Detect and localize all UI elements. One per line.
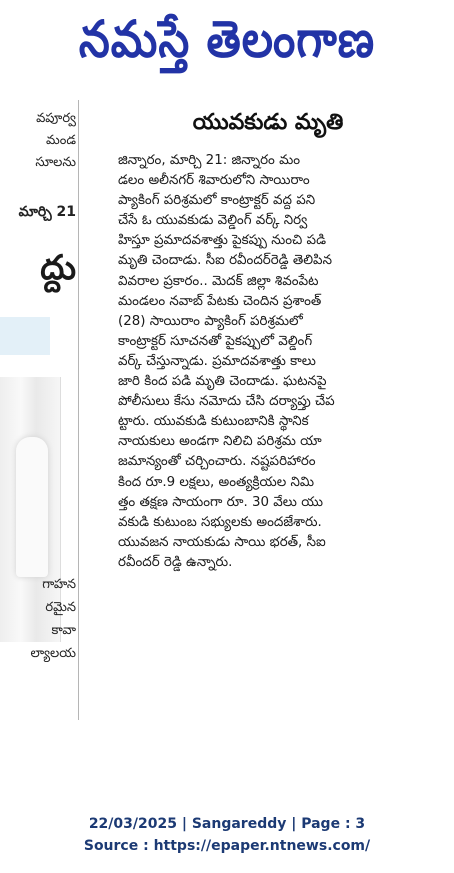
column-fragment: మండ — [46, 133, 76, 148]
article-line: కింద రూ.9 లక్షలు, అంత్యక్రియల నిమి — [118, 474, 315, 490]
article-line: జిన్నారం, మార్చి 21: జిన్నారం మం — [118, 153, 301, 168]
article-line: జారి కింద పడి మృతి చెందాడు. ఘటనపై — [118, 374, 327, 390]
edition-info: 22/03/2025 | Sangareddy | Page : 3 — [88, 816, 366, 832]
page-footer — [0, 813, 454, 857]
article-line: మండలం నవాబ్ పేటకు చెందిన ప్రశాంత్ — [118, 293, 322, 309]
column-fragment: ల్యాలయ — [30, 646, 76, 661]
article-line: ప్యాకింగ్ పరిశ్రమలో కాంట్రాక్టర్ వద్ద పని — [118, 193, 316, 209]
article-line: డలం అలీనగర్ శివారులోని సాయిరాం — [118, 173, 310, 189]
article-body — [118, 151, 354, 573]
article-line: త్తం తక్షణ సాయంగా రూ. 30 వేలు యు — [118, 494, 324, 510]
article-line: జమాన్యంతో చర్చించారు. నష్టపరిహారం — [118, 454, 316, 470]
article-line: వివరాల ప్రకారం.. మెదక్ జిల్లా శివంపేట — [118, 273, 319, 289]
source-link[interactable]: Source : https://epaper.ntnews.com/ — [83, 838, 371, 854]
article-headline: యువకుడు మృతి — [192, 110, 344, 135]
article-line: వకుడి కుటుంబ సభ్యులకు అందజేశారు. — [118, 514, 322, 530]
article-line: ట్టారు. యువకుడి కుటుంబానికి స్థానిక — [118, 414, 309, 430]
column-fragment: రమైన — [45, 600, 76, 615]
article-line: యువజన నాయకుడు సాయి భరత్, సీఐ — [118, 534, 326, 550]
adjacent-column — [0, 100, 76, 720]
article-line: కాంట్రాక్టర్ సూచనతో పైకప్పులో వెల్డింగ్ — [118, 333, 313, 349]
column-dateline-fragment: మార్చి 21 — [18, 204, 76, 220]
article-line: పోలీసులు కేసు నమోదు చేసి దర్యాప్తు చేప — [118, 394, 335, 410]
column-divider — [78, 100, 79, 720]
article-line: వర్క్ చేస్తున్నాడు. ప్రమాదవశాత్తు కాలు — [118, 353, 316, 369]
highlight-band — [0, 317, 50, 355]
article-line: చేసే ఓ యువకుడు వెల్డింగ్ వర్క్ నిర్వ — [118, 213, 308, 229]
article-line: నాయకులు అండగా నిలిచి పరిశ్రమ యా — [118, 434, 322, 450]
article-line: హిస్తూ ప్రమాదవశాత్తు పైకప్పు నుంచి పడి — [118, 233, 326, 249]
column-headline-fragment: ద్దు — [40, 248, 76, 288]
article-line: మృతి చెందాడు. సీఐ రవీందర్‌రెడ్డి తెలిపిన — [118, 253, 332, 269]
column-fragment: సూలను — [35, 155, 76, 170]
column-fragment: గాహన — [42, 577, 76, 592]
column-fragment: కావా — [51, 623, 76, 638]
article-line: (28) సాయిరాం ప్యాకింగ్ పరిశ్రమలో — [118, 313, 303, 329]
newspaper-logo: నమస్తే తెలంగాణ — [78, 10, 376, 69]
masthead — [0, 0, 454, 92]
column-fragment: వపూర్వ — [36, 111, 76, 126]
article-line: రవీందర్ రెడ్డి ఉన్నారు. — [118, 554, 233, 570]
